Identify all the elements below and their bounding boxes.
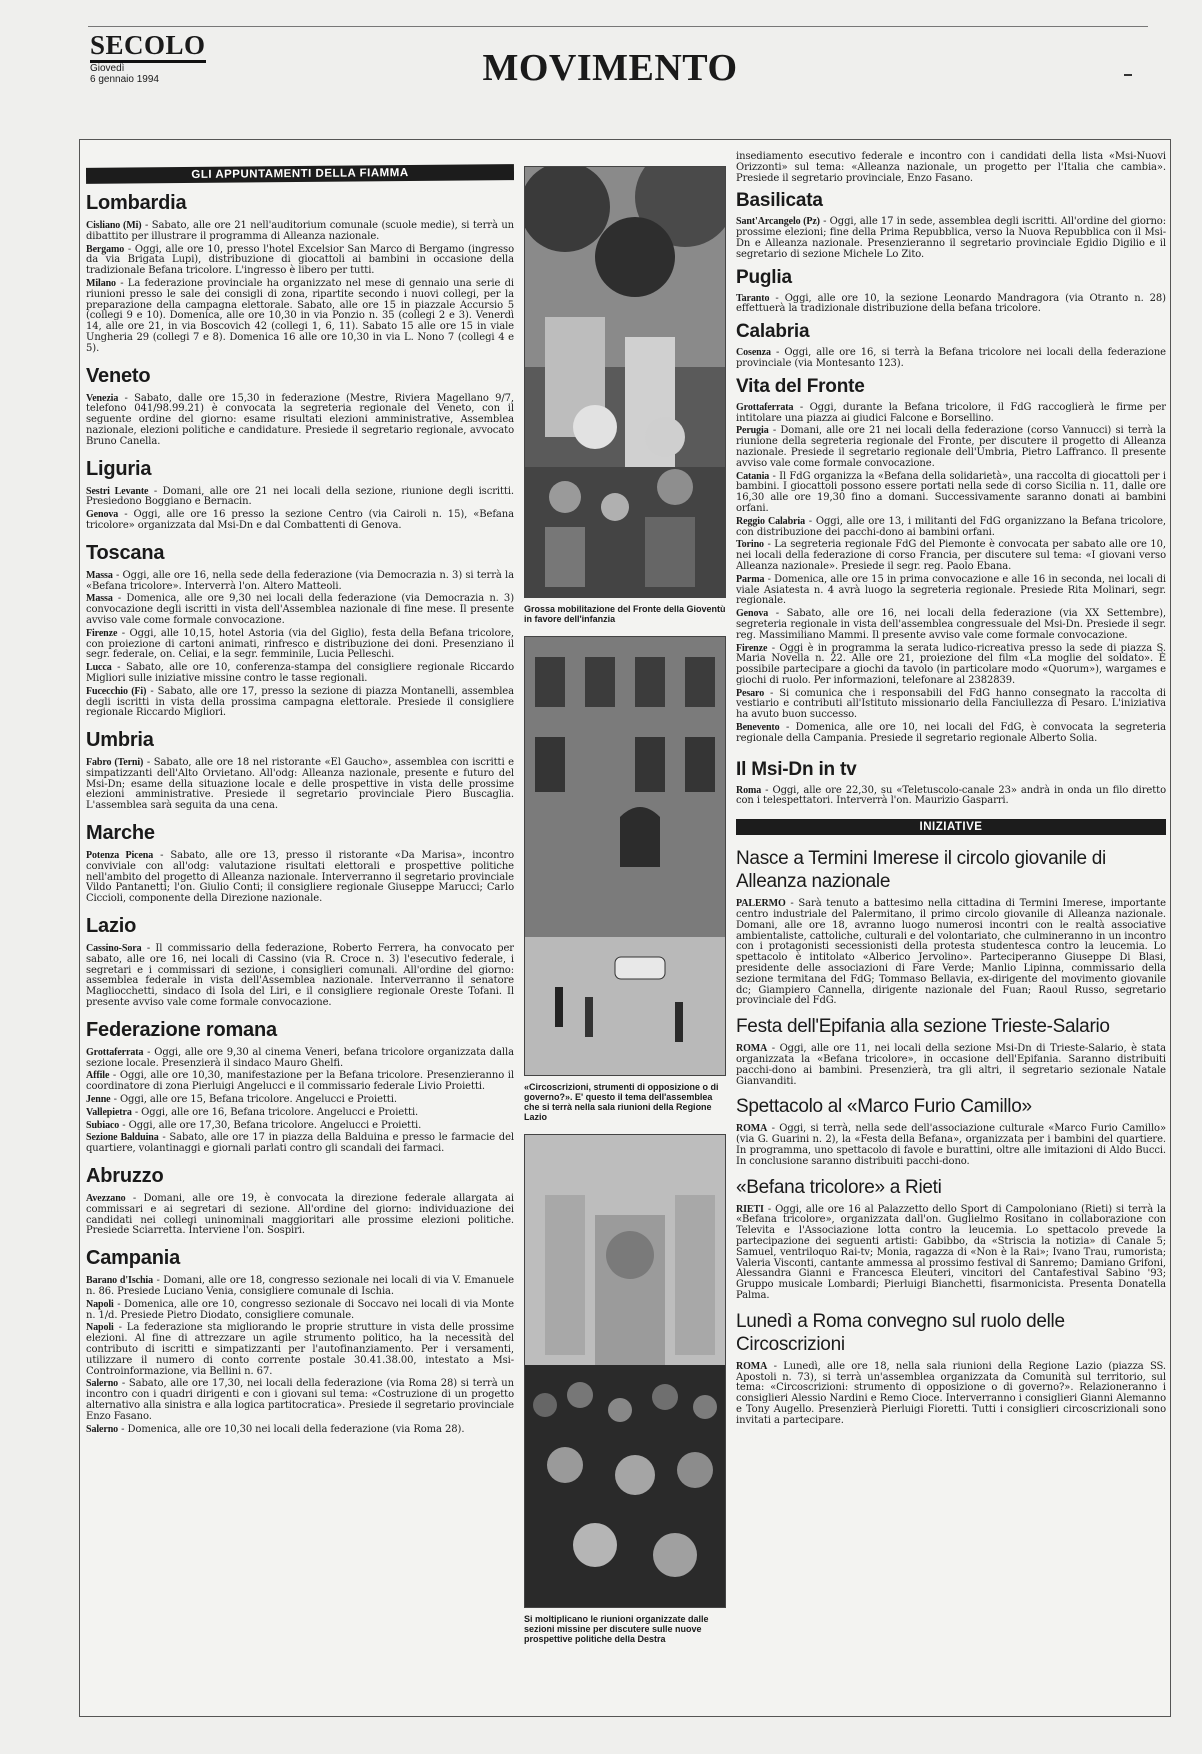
list-item: Catania - Il FdG organizza la «Befana della solidarietà», una raccolta di giocattoli per i bambini. I giocattoli possono essere portati nella sede di corso Sicilia n. 11, dalle ore 16,30 alle ore 19,30 fino a domani. Successivamente saranno donati ai bambini orfani.	[736, 470, 1166, 514]
photo-crowd	[524, 1134, 726, 1608]
issue-date: 6 gennaio 1994	[90, 74, 159, 85]
list-item: Salerno - Domenica, alle ore 10,30 nei locali della federazione (via Roma 28).	[86, 1423, 465, 1435]
article-headline: Spettacolo al «Marco Furio Camillo»	[736, 1096, 1032, 1118]
list-item: Pesaro - Si comunica che i responsabili del FdG hanno consegnato la raccolta di vestiario e contributi all'Istituto missionario della Fanciullezza di Pesaro. L'iniziativa ha avuto buon successo.	[736, 687, 1166, 721]
list-item: Barano d'Ischia - Domani, alle ore 18, congresso sezionale nei locali di via V. Emanuele n. 86. Presiede Luciano Venia, consigliere comunale di Ischia.	[86, 1275, 514, 1297]
region-heading: Puglia	[736, 266, 792, 288]
list-item: Milano - La federazione provinciale ha organizzato nel mese di gennaio una serie di riunioni presso le sale dei consigli di zona, ripartite secondo i nuovi collegi, per la preparazione della campagna elettorale. Sabato, alle ore 15 in piazzale Accursio 5 (collegi 9 e 10). Domenica, alle ore 10,30 in via Ponzio n. 35 (collegi 2 e 3). Venerdì 14, alle ore 21, in via Boscovich 42 (collegi 1, 6, 11). Sabato 15 alle ore 15 in viale Ungheria 29 (collegi 7 e 8). Domenica 16 alle ore 10,30 in via L. Nono 7 (collegi 4 e 5).	[86, 277, 514, 354]
list-item: Massa - Domenica, alle ore 9,30 nei locali della federazione (via Democrazia n. 3) convocazione degli iscritti in vista dell'Assemblea nazionale di fine mese. Il presente avviso vale come formale convocazione.	[86, 593, 514, 626]
list-item: Cassino-Sora - Il commissario della federazione, Roberto Ferrera, ha convocato per sabato, alle ore 16, nei locali di Cassino (via R. Croce n. 3) l'esecutivo federale, i segretari e i commissari di sezione, i consiglieri comunali. All'ordine del giorno: assemblea federale in vista dell'Assemblea nazionale. Interverranno il senatore Magliocchetti, sindaco di Isola del Liri, e il consigliere regionale Oreste Tofani. Il presente avviso vale come formale convocazione.	[86, 943, 514, 1009]
list-item: Lucca - Sabato, alle ore 10, conferenza-stampa del consigliere regionale Riccardo Migliori sulle iniziative missine contro le tasse regionali.	[86, 662, 514, 684]
region-heading: Lombardia	[86, 192, 187, 214]
list-item: Massa - Oggi, alle ore 16, nella sede della federazione (via Democrazia n. 3) si terrà la «Befana tricolore». Interverrà l'on. Altero Matteoli.	[86, 569, 514, 592]
list-item: Potenza Picena - Sabato, alle ore 13, presso il ristorante «Da Marisa», incontro conviviale con all'odg: valutazione risultati elettorali e prospettive politiche nell'ambito del progetto di Alleanza nazionale. Interverranno il segretario provinciale Vildo Pantanetti; l'on. Giulio Conti; il consigliere regionale Giuseppe Marucci; Carlo Ciccioli, componente della Direzione nazionale.	[86, 850, 514, 905]
list-item: Taranto - Oggi, alle ore 10, la sezione Leonardo Mandragora (via Otranto n. 28) effettuerà la tradizionale distribuzione della befana tricolore.	[736, 292, 1166, 315]
list-item: Sezione Balduina - Sabato, alle ore 17 in piazza della Balduina e presso le farmacie del quartiere, volantinaggi e giornali parlati contro gli scandali dei farmaci.	[86, 1132, 514, 1155]
article-headline: Lunedì a Roma convegno sul ruolo delle Circoscrizioni	[736, 1310, 1065, 1355]
list-item: Parma - Domenica, alle ore 15 in prima convocazione e alle 16 in seconda, nei locali di viale Asiatesta n. 4 avrà luogo la segreteria regionale. Presiede Rita Molinari, segr. regionale.	[736, 573, 1166, 607]
list-item: Genova - Sabato, alle ore 16, nei locali della federazione (via XX Settembre), segreteria regionale in vista dell'assemblea congressuale del Msi-Dn. Presiede il segr. reg. Massimiliano Mammi. Il presente avviso vale come formale convocazione.	[736, 608, 1166, 641]
list-item: Grottaferrata - Oggi, durante la Befana tricolore, il FdG raccoglierà le firme per intitolare una piazza ai giudici Falcone e Borsellino.	[736, 401, 1166, 424]
list-item: Bergamo - Oggi, alle ore 10, presso l'hotel Excelsior San Marco di Bergamo (ingresso da via Brigata Lupi), distribuzione di giocattoli ai bambini in occasione della tradizionale Befana tricolore. L'ingresso è libero per tutti.	[86, 243, 514, 277]
list-item: Fabro (Terni) - Sabato, alle ore 18 nel ristorante «El Gaucho», assemblea con iscritti e simpatizzanti dell'Alto Orvietano. All'odg: Alleanza nazionale, presente e futuro del Msi-Dn; esame della situazione locale e delle prospettive in vista delle prossime elezioni amministrative. Presiede il segretario provinciale Piero Buscaglia. L'assemblea sarà seguita da una cena.	[86, 757, 514, 812]
photo-caption: «Circoscrizioni, strumenti di opposizione o di governo?». E' questo il tema dell'assemblea che si terrà nella sala riunioni della Regione Lazio	[524, 1082, 719, 1122]
article-body: ROMA - Lunedì, alle ore 18, nella sala riunioni della Regione Lazio (piazza SS. Apostoli n. 73), si terrà un'assemblea organizzata da Comunità sul territorio, sul tema: «Circoscrizioni: strumento di opposizione o di governo?». Relazioneranno i consiglieri Alessio Nardini e Remo Cioce. Interverranno i consiglieri Gianni Alemanno e Tony Augello. Presenzierà Pierluigi Fioretti. Tutti i consiglieri circoscrizionali sono invitati a partecipare.	[736, 1360, 1166, 1426]
list-item: Grottaferrata - Oggi, alle ore 9,30 al cinema Veneri, befana tricolore organizzata dalla sezione locale. Presenzierà il sindaco Mauro Ghelfi.	[86, 1046, 514, 1069]
list-item: Sestri Levante - Domani, alle ore 21 nei locali della sezione, riunione degli iscritti. Presiedono Boggiano e Bernacin.	[86, 485, 514, 508]
list-item: Napoli - Domenica, alle ore 10, congresso sezionale di Soccavo nei locali di via Monte n. 1/d. Presiede Pietro Diodato, consigliere comunale.	[86, 1298, 514, 1321]
photo-palazzo	[524, 636, 726, 1076]
content-frame	[79, 139, 1171, 1717]
list-item: Torino - La segreteria regionale FdG del Piemonte è convocata per sabato alle ore 10, nei locali della federazione di corso Francia, per discutere sul tema: «I giovani verso Alleanza nazionale». Presiede il segr. reg. Paolo Ebana.	[736, 539, 1166, 572]
article-body: ROMA - Oggi, si terrà, nella sede dell'associazione culturale «Marco Furio Camillo» (via G. Guarini n. 2), la «Festa della Befana», organizzata per i bambini del quartiere. In programma, uno spettacolo di favole e burattini, oltre alle imitazioni di Aldo Bucci. In conclusione saranno distribuiti pacchi-dono.	[736, 1123, 1166, 1167]
region-heading: Abruzzo	[86, 1165, 164, 1188]
region-heading: Liguria	[86, 457, 152, 480]
list-item: Salerno - Sabato, alle ore 17,30, nei locali della federazione (via Roma 28) si terrà un incontro con i quadri dirigenti e con i giovani sul tema: «Costruzione di un progetto alternativo alla sinistra e alla logica partitocratica». Presiede il segretario provinciale Enzo Fasano.	[86, 1378, 514, 1422]
region-heading: Veneto	[86, 364, 151, 387]
column-photos	[524, 140, 726, 1656]
list-item: Napoli - La federazione sta migliorando le proprie strutture in vista delle prossime elezioni. Al fine di attrezzare un agile strumento politico, ha la necessità del contributo di iscritti e simpatizzanti per l'autofinanziamento. Per i versamenti, utilizzare il numero di conto corrente postale 30.41.38.00, intestato a Msi-Controinformazione, via Bellini n. 67.	[86, 1322, 514, 1377]
section-title: MOVIMENTO	[482, 47, 738, 89]
article-body: RIETI - Oggi, alle ore 16 al Palazzetto dello Sport di Campoloniano (Rieti) si terrà la «Befana tricolore», organizzata dall'on. Guglielmo Rositano in collaborazione con Televita e l'Associazione lotta contro la leucemia. Lo spettacolo prevede la partecipazione dei seguenti artisti: Gabibbo, da «Striscia la notizia» di Canale 5; Samuel, ventriloquo Rai-tv; Monia, ragazza di «Non è la Rai»; Ivano Trau, rumorista; Valeria Visconti, cantante ammessa al prossimo festival di Sanremo; Damiano Grifoni, Alessandra Gianni e Francesca Eleuteri, vincitori del Cantafestival Sabino '93; Gruppo musicale Lombardi; Pierluigi Bianchetti, fisarmonicista. Presenta Donatella Palma.	[736, 1203, 1166, 1301]
region-heading: Basilicata	[736, 190, 823, 212]
region-heading: Il Msi-Dn in tv	[736, 758, 857, 780]
list-item: Reggio Calabria - Oggi, alle ore 13, i militanti del FdG organizzano la Befana tricolore, con distribuzione dei pacchi-dono ai bambini orfani.	[736, 515, 1166, 538]
region-heading: Lazio	[86, 915, 137, 938]
issue-day: Giovedì	[90, 63, 125, 74]
list-item: Cosenza - Oggi, alle ore 16, si terrà la Befana tricolore nei locali della federazione provinciale (via Montesanto 123).	[736, 347, 1166, 369]
list-item: Vallepietra - Oggi, alle ore 16, Befana tricolore. Angelucci e Proietti.	[86, 1106, 419, 1118]
continued-text: insediamento esecutivo federale e incontro con i candidati della lista «Msi-Nuovi Orizzonti» sul tema: «Alleanza nazionale, un progetto per l'Italia che cambia». Presiede il segretario provinciale, Enzo Fasano.	[736, 151, 1166, 184]
header-rule	[88, 26, 1148, 27]
list-item: Cisliano (Mi) - Sabato, alle ore 21 nell'auditorium comunale (scuole medie), si terrà un dibattito per illustrare il programma di Alleanza nazionale.	[86, 220, 514, 242]
list-item: Firenze - Oggi, alle 10,15, hotel Astoria (via del Giglio), festa della Befana tricolore, con proiezione di cartoni animati, rinfresco e distribuzione dei doni. Presenziano il segr. federale, on. Celiai, e la segr. femminile, Lucia Pelleschi.	[86, 627, 514, 661]
header-dash	[1124, 74, 1132, 76]
list-item: Sant'Arcangelo (Pz) - Oggi, alle 17 in sede, assemblea degli iscritti. All'ordine del giorno: prossime elezioni; fine della Prima Repubblica, verso la Nuova Repubblica con il Msi-Dn e Alleanza nazionale. Presenzieranno il segretario provinciale Egidio Digilio e il segretario di sezione Michele Lo Zito.	[736, 216, 1166, 260]
list-item: Affile - Oggi, alle ore 10,30, manifestazione per la Befana tricolore. Presenzieranno il coordinatore di zona Pierluigi Angelucci e il commissario federale Livio Proietti.	[86, 1070, 514, 1093]
article-body: ROMA - Oggi, alle ore 11, nei locali della sezione Msi-Dn di Trieste-Salario, è stata organizzata la «Befana tricolore», in occasione dell'Epifania. Saranno distribuiti pacchi-dono ai bambini. Presenzierà, tra gli altri, il segretario sezionale Natale Gianvanditi.	[736, 1043, 1166, 1087]
region-heading: Umbria	[86, 729, 154, 752]
region-heading: Federazione romana	[86, 1018, 277, 1041]
list-item: Avezzano - Domani, alle ore 19, è convocata la direzione federale allargata ai commissari e ai segretari di sezione. All'ordine del giorno: individuazione dei candidati nei collegi uninominali maggioritari alle prossime elezioni politiche. Presiede Sciarretta. Interviene l'on. Sospiri.	[86, 1193, 514, 1237]
iniziative-banner: INIZIATIVE	[736, 819, 1166, 835]
region-heading: Toscana	[86, 541, 165, 564]
region-heading: Campania	[86, 1247, 180, 1270]
list-item: Genova - Oggi, alle ore 16 presso la sezione Centro (via Cairoli n. 15), «Befana tricolore» organizzata dal Msi-Dn e dal Combattenti di Genova.	[86, 509, 514, 531]
article-headline: Festa dell'Epifania alla sezione Trieste-Salario	[736, 1016, 1110, 1038]
list-item: Roma - Oggi, alle ore 22,30, su «Teletuscolo-canale 23» andrà in onda un filo diretto con i telespettatori. Interverrà l'on. Maurizio Gasparri.	[736, 784, 1166, 807]
list-item: Perugia - Domani, alle ore 21 nei locali della federazione (corso Vannucci) si terrà la riunione della segreteria regionale del Fronte, per discutere il progetto di Alleanza nazionale. Presiede il segretario regionale dell'Umbria, Pietro Laffranco. Il presente avviso vale come formale convocazione.	[736, 425, 1166, 469]
region-heading: Marche	[86, 822, 155, 845]
article-headline: «Befana tricolore» a Rieti	[736, 1176, 942, 1198]
appuntamenti-banner: GLI APPUNTAMENTI DELLA FIAMMA	[86, 164, 514, 184]
list-item: Subiaco - Oggi, alle ore 17,30, Befana tricolore. Angelucci e Proietti.	[86, 1119, 422, 1131]
region-heading: Calabria	[736, 321, 810, 343]
newspaper-logo: SECOLO	[90, 30, 206, 63]
photo-caption: Grossa mobilitazione del Fronte della Gioventù in favore dell'infanzia	[524, 604, 726, 624]
list-item: Fucecchio (Fi) - Sabato, alle ore 17, presso la sezione di piazza Montanelli, assemblea degli iscritti in vista della prossima campagna elettorale. Presiede il consigliere regionale Riccardo Migliori.	[86, 685, 514, 719]
list-item: Benevento - Domenica, alle ore 10, nei locali del FdG, è convocata la segreteria regionale della Campania. Presiede il segretario regionale Alberto Solia.	[736, 722, 1166, 744]
photo-fronte-gioventu	[524, 166, 726, 598]
region-heading: Vita del Fronte	[736, 375, 865, 397]
article-body: PALERMO - Sarà tenuto a battesimo nella cittadina di Termini Imerese, importante centro industriale del Palermitano, il primo circolo giovanile di Alleanza nazionale. Domani, alle ore 18, avranno luogo numerosi incontri con le realtà associative ambientaliste, cattoliche, culturali e del volontariato, che culmineranno in un incontro con i protagonisti secessionisti della protesta studentesca contro la leucemia. Lo spettacolo è intitolato «Alberico Jervolino». Parteciperanno Giuseppe Di Blasi, presidente delle associazioni di Fare Verde; Manlio Lipinna, commissario della sezione termitana del FdG; Tommaso Bellavia, ex-dirigente del movimento giovanile dc; Giampiero Cannella, dirigente nazionale del Fuan; Raoul Russo, segretario provinciale del FdG.	[736, 898, 1166, 1007]
masthead	[90, 30, 220, 85]
list-item: Jenne - Oggi, alle ore 15, Befana tricolore. Angelucci e Proietti.	[86, 1094, 397, 1106]
list-item: Firenze - Oggi è in programma la serata ludico-ricreativa presso la sede di piazza S. Maria Novella n. 22. Alle ore 21, proiezione del film «La moglie del soldato». È possibile partecipare a giochi da tavolo (in particolare modo «Quorum»), wargames e giochi di ruolo. Per informazioni, telefonare al 2382839.	[736, 642, 1166, 686]
list-item: Venezia - Sabato, dalle ore 15,30 in federazione (Mestre, Riviera Magellano 9/7, telefono 041/98.99.21) è convocata la segreteria regionale del Veneto, con il seguente ordine del giorno: esame risultati elezioni amministrative, Assemblea nazionale, elezioni politiche e candidature. Presiede il segretario regionale, avvocato Bruno Canella.	[86, 392, 514, 447]
photo-caption: Si moltiplicano le riunioni organizzate dalle sezioni missine per discutere sulle nuove prospettive politiche della Destra	[524, 1614, 709, 1644]
article-headline: Nasce a Termini Imerese il circolo giovanile di Alleanza nazionale	[736, 848, 1106, 893]
column-right	[736, 140, 1166, 1429]
column-appuntamenti	[86, 140, 514, 1437]
